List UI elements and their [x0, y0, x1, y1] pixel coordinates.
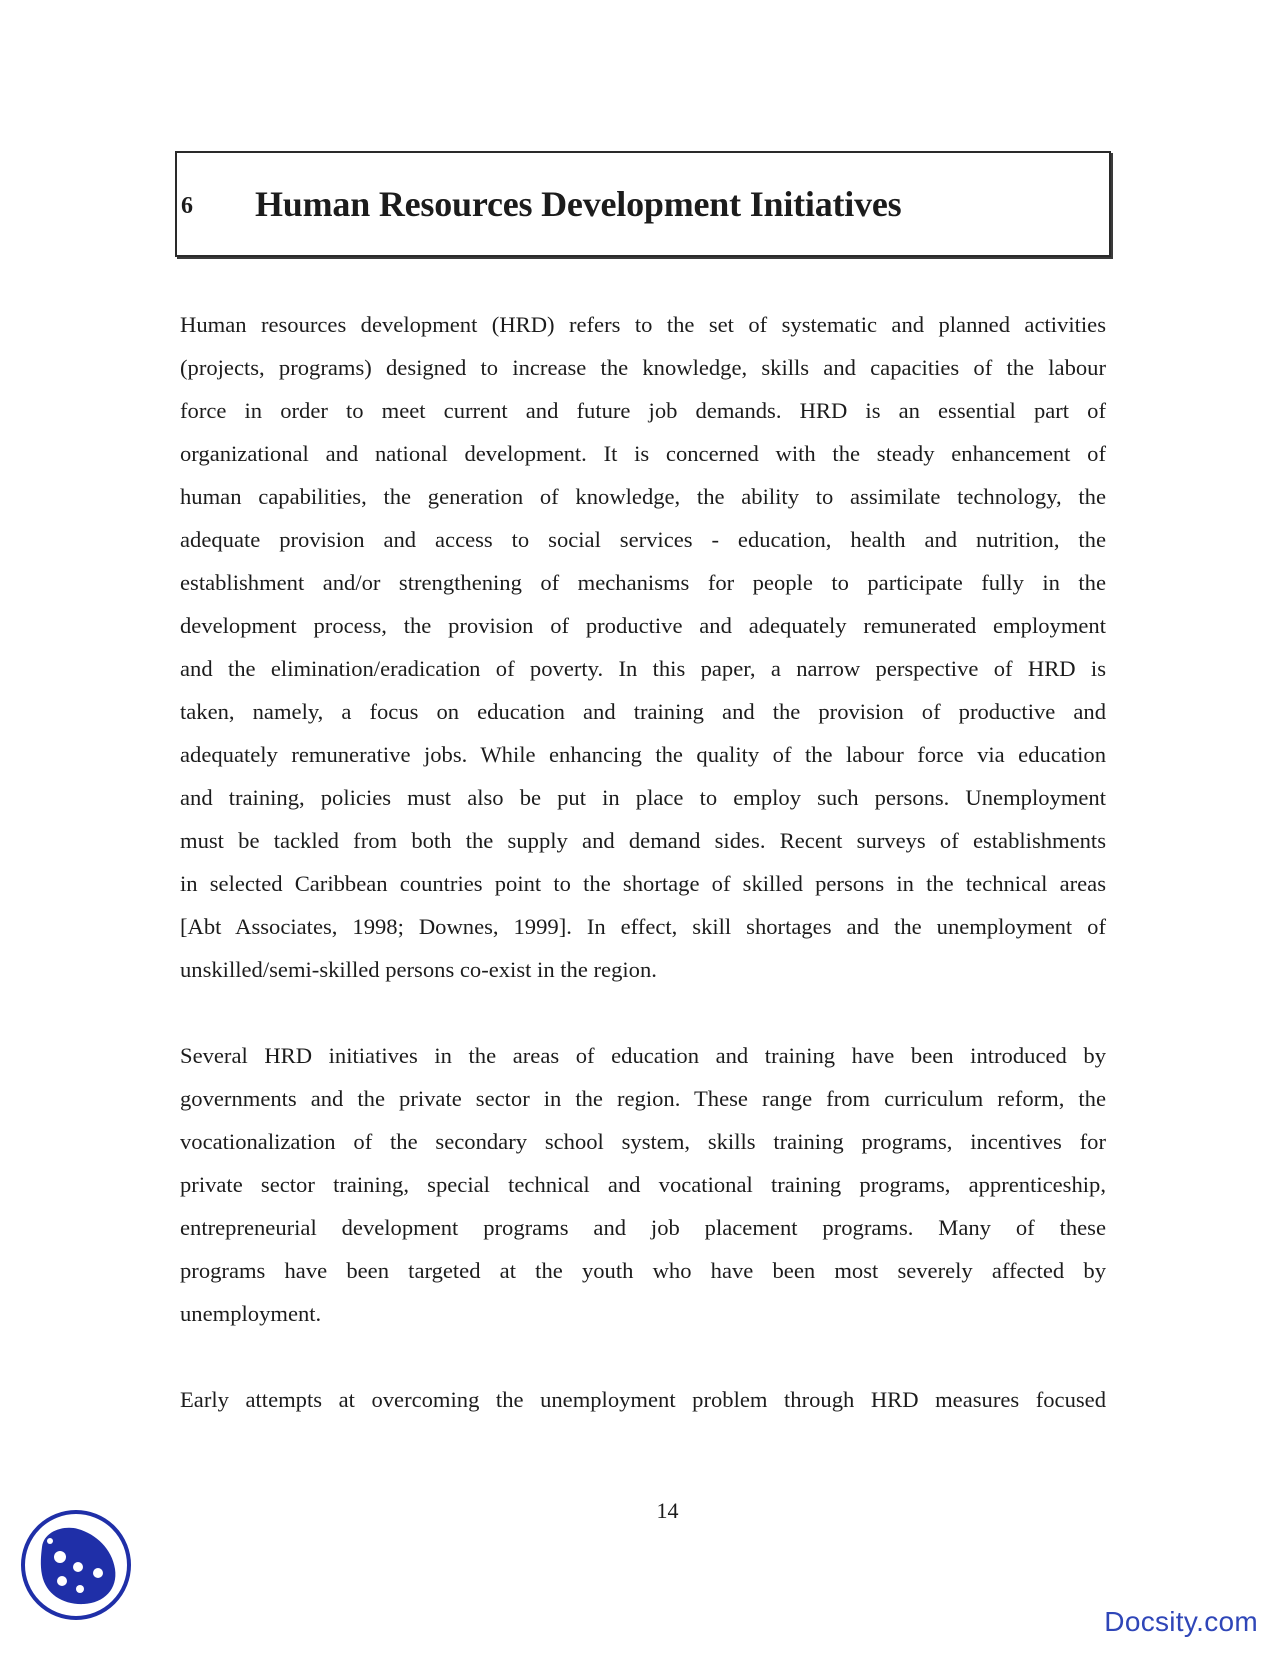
text-line: adequate provision and access to social services - education, health and nutrition, the [180, 527, 1106, 552]
paragraph-1 [180, 303, 1106, 991]
section-number: 6 [181, 193, 193, 219]
text-line: adequately remunerative jobs. While enhancing the quality of the labour force via education [180, 742, 1106, 767]
text-line: entrepreneurial development programs and job placement programs. Many of these [180, 1215, 1106, 1240]
text-line: force in order to meet current and future job demands. HRD is an essential part of [180, 398, 1106, 423]
text-line: vocationalization of the secondary school system, skills training programs, incentives for [180, 1129, 1106, 1154]
docsity-logo-icon[interactable] [20, 1509, 132, 1621]
docsity-watermark-link[interactable]: Docsity.com [1104, 1606, 1258, 1637]
paragraph-3 [180, 1378, 1106, 1421]
text-line: organizational and national development. It is concerned with the steady enhancement of [180, 441, 1106, 466]
text-line: taken, namely, a focus on education and training and the provision of productive and [180, 699, 1106, 724]
text-line: Early attempts at overcoming the unemployment problem through HRD measures focused [180, 1387, 1106, 1412]
text-line: Several HRD initiatives in the areas of education and training have been introduced by [180, 1043, 1106, 1068]
text-line: development process, the provision of productive and adequately remunerated employment [180, 613, 1106, 638]
text-line: unskilled/semi-skilled persons co-exist in the region. [180, 957, 657, 982]
text-line: Human resources development (HRD) refers to the set of systematic and planned activities [180, 312, 1106, 337]
text-line: private sector training, special technical and vocational training programs, apprenticeship, [180, 1172, 1106, 1197]
page-number: 14 [656, 1498, 679, 1523]
text-line: governments and the private sector in the region. These range from curriculum reform, the [180, 1086, 1106, 1111]
text-line: (projects, programs) designed to increase the knowledge, skills and capacities of the labour [180, 355, 1106, 380]
paragraph-2 [180, 1034, 1106, 1335]
text-line: and the elimination/eradication of poverty. In this paper, a narrow perspective of HRD is [180, 656, 1106, 681]
section-title: Human Resources Development Initiatives [255, 184, 902, 224]
text-line: unemployment. [180, 1301, 322, 1326]
text-line: in selected Caribbean countries point to the shortage of skilled persons in the technical areas [180, 871, 1106, 896]
text-line: human capabilities, the generation of knowledge, the ability to assimilate technology, the [180, 484, 1106, 509]
text-line: [Abt Associates, 1998; Downes, 1999]. In effect, skill shortages and the unemployment of [180, 914, 1106, 939]
text-line: establishment and/or strengthening of mechanisms for people to participate fully in the [180, 570, 1106, 595]
section-heading-box [175, 151, 1111, 257]
text-line: and training, policies must also be put in place to employ such persons. Unemployment [180, 785, 1106, 810]
text-line: programs have been targeted at the youth who have been most severely affected by [180, 1258, 1106, 1283]
text-line: must be tackled from both the supply and demand sides. Recent surveys of establishments [180, 828, 1106, 853]
